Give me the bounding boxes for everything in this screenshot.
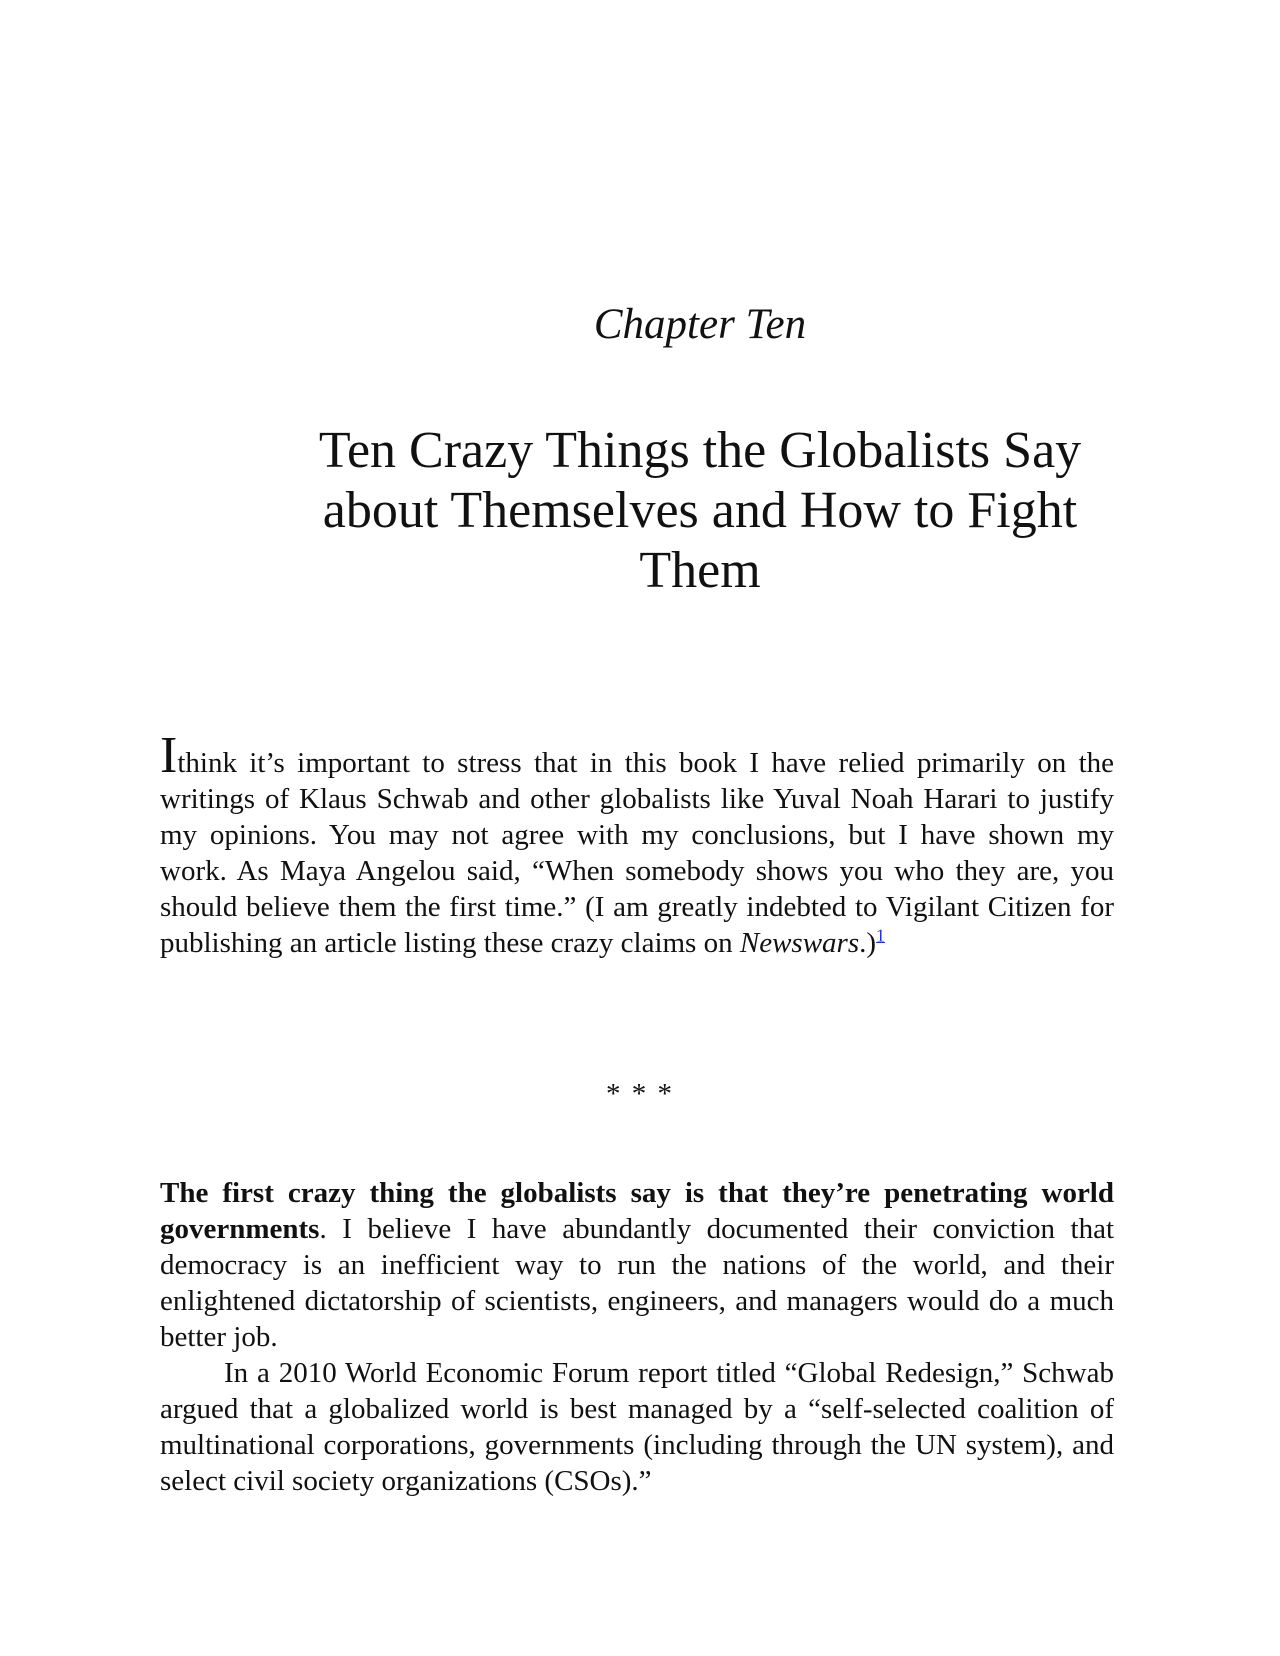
italic-title: Newswars — [739, 927, 860, 959]
intro-tail: .) — [859, 927, 877, 959]
chapter-title — [260, 421, 1140, 601]
chapter-title-line: Them — [639, 542, 761, 599]
section-paragraph-1 — [160, 1175, 1114, 1355]
intro-text: think it’s important to stress that in this book I have relied primarily on the writings of Klaus Schwab and other globalists like Yuval Noah Harari to justify my opinions. You may not agree with my conclusions, but I have shown my work. As Maya Angelou said, “When somebody shows you who they are, you should believe them the first time.” (I am greatly indebted to Vigilant Citizen for publishing an article listing these crazy claims on — [160, 747, 1114, 959]
chapter-title-line: about Themselves and How to Fight — [322, 482, 1078, 539]
section-lead-bold: The first crazy thing the globalists say is that they’re penetrating world governments — [160, 1177, 1114, 1245]
section-text: . I believe I have abundantly documented their conviction that democracy is an inefficient way to run the nations of the world, and their enlightened dictatorship of scientists, engineers, and managers would do a much better job. — [160, 1213, 1114, 1353]
intro-paragraph — [160, 727, 1114, 961]
section-paragraph-2: In a 2010 World Economic Forum report titled “Global Redesign,” Schwab argued that a globalized world is best managed by a “self-selected coalition of multinational corporations, governments (including through the UN system), and select civil society organizations (CSOs).” — [160, 1357, 1114, 1497]
chapter-title-line: Ten Crazy Things the Globalists Say — [318, 422, 1082, 479]
section-separator: * * * — [606, 1078, 674, 1110]
footnote-link[interactable]: 1 — [876, 925, 886, 946]
chapter-label: Chapter Ten — [593, 301, 807, 348]
drop-cap: I — [160, 727, 178, 784]
